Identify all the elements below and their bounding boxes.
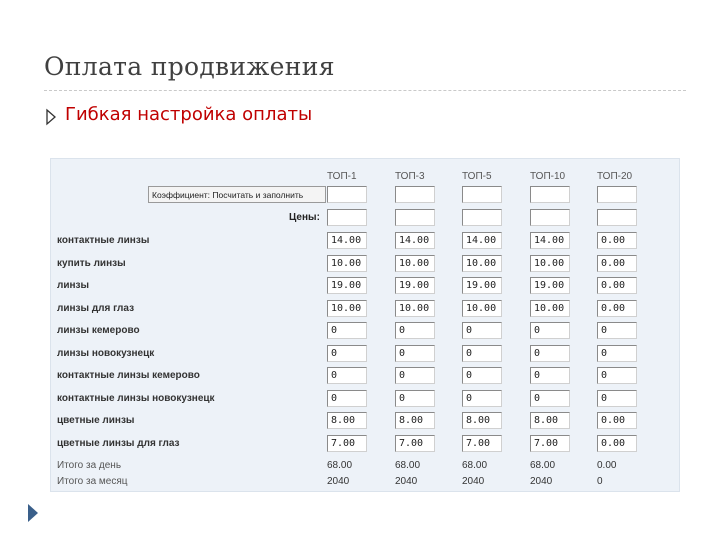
bid-input[interactable]: 0.00 bbox=[597, 412, 637, 429]
koef-input[interactable] bbox=[462, 186, 502, 203]
bid-input[interactable]: 0 bbox=[327, 390, 367, 407]
koef-input[interactable] bbox=[327, 186, 367, 203]
bid-input[interactable]: 7.00 bbox=[327, 435, 367, 452]
total-value: 0.00 bbox=[597, 460, 617, 471]
keyword-label: линзы bbox=[57, 280, 90, 291]
bid-input[interactable]: 0 bbox=[462, 390, 502, 407]
bid-input[interactable]: 0 bbox=[597, 390, 637, 407]
koef-input[interactable] bbox=[597, 186, 637, 203]
bid-input[interactable]: 14.00 bbox=[395, 232, 435, 249]
bid-input[interactable]: 0 bbox=[395, 390, 435, 407]
bid-input[interactable]: 0 bbox=[530, 345, 570, 362]
bid-input[interactable]: 0 bbox=[462, 322, 502, 339]
bid-input[interactable]: 14.00 bbox=[327, 232, 367, 249]
bid-input[interactable]: 0.00 bbox=[597, 277, 637, 294]
corner-arrow-icon bbox=[26, 502, 40, 524]
bid-input[interactable]: 10.00 bbox=[327, 300, 367, 317]
total-label: Итого за день bbox=[57, 460, 122, 471]
bid-input[interactable]: 8.00 bbox=[462, 412, 502, 429]
bid-input[interactable]: 0 bbox=[327, 367, 367, 384]
keyword-label: купить линзы bbox=[57, 257, 126, 269]
payment-settings-form bbox=[50, 158, 680, 492]
koef-input[interactable] bbox=[395, 186, 435, 203]
price-input[interactable] bbox=[462, 209, 502, 226]
bid-input[interactable]: 10.00 bbox=[395, 300, 435, 317]
keyword-label: контактные линзы новокузнецк bbox=[57, 392, 215, 404]
bid-input[interactable]: 0 bbox=[462, 367, 502, 384]
keyword-label: цветные линзы bbox=[57, 415, 135, 426]
price-input[interactable] bbox=[327, 209, 367, 226]
bid-input[interactable]: 10.00 bbox=[395, 255, 435, 272]
total-value: 0 bbox=[597, 476, 603, 487]
total-label: Итого за месяц bbox=[57, 476, 128, 487]
total-value: 68.00 bbox=[530, 460, 556, 471]
bid-input[interactable]: 0 bbox=[395, 322, 435, 339]
total-value: 68.00 bbox=[395, 460, 421, 471]
keyword-label: линзы кемерово bbox=[57, 325, 140, 336]
bid-input[interactable]: 8.00 bbox=[327, 412, 367, 429]
koef-input[interactable] bbox=[530, 186, 570, 203]
title-divider bbox=[44, 90, 686, 91]
price-input[interactable] bbox=[395, 209, 435, 226]
keyword-label: контактные линзы bbox=[57, 235, 150, 246]
bid-input[interactable]: 0.00 bbox=[597, 255, 637, 272]
bid-input[interactable]: 0 bbox=[395, 345, 435, 362]
bid-input[interactable]: 0 bbox=[327, 345, 367, 362]
bid-input[interactable]: 0 bbox=[327, 322, 367, 339]
column-header: ТОП-1 bbox=[327, 171, 357, 182]
keyword-label: контактные линзы кемерово bbox=[57, 370, 200, 381]
bid-input[interactable]: 0 bbox=[462, 345, 502, 362]
bid-input[interactable]: 8.00 bbox=[530, 412, 570, 429]
bid-input[interactable]: 10.00 bbox=[327, 255, 367, 272]
bid-input[interactable]: 10.00 bbox=[462, 300, 502, 317]
total-value: 2040 bbox=[395, 476, 418, 487]
bid-input[interactable]: 7.00 bbox=[530, 435, 570, 452]
bid-input[interactable]: 0 bbox=[395, 367, 435, 384]
keyword-label: цветные линзы для глаз bbox=[57, 437, 180, 449]
total-value: 2040 bbox=[530, 476, 553, 487]
bid-input[interactable]: 0.00 bbox=[597, 435, 637, 452]
bid-input[interactable]: 8.00 bbox=[395, 412, 435, 429]
bullet-text: Гибкая настройка оплаты bbox=[65, 104, 313, 125]
column-header: ТОП-3 bbox=[395, 171, 425, 182]
bid-input[interactable]: 10.00 bbox=[462, 255, 502, 272]
price-input[interactable] bbox=[597, 209, 637, 226]
keyword-label: линзы новокузнецк bbox=[57, 347, 155, 359]
bid-input[interactable]: 0 bbox=[597, 345, 637, 362]
bullet-arrow-icon bbox=[44, 107, 58, 127]
bid-input[interactable]: 10.00 bbox=[530, 300, 570, 317]
bid-input[interactable]: 19.00 bbox=[395, 277, 435, 294]
bid-input[interactable]: 19.00 bbox=[327, 277, 367, 294]
bid-input[interactable]: 7.00 bbox=[395, 435, 435, 452]
total-value: 2040 bbox=[462, 476, 485, 487]
bid-input[interactable]: 14.00 bbox=[462, 232, 502, 249]
total-value: 68.00 bbox=[327, 460, 353, 471]
bid-input[interactable]: 0 bbox=[530, 322, 570, 339]
column-header: ТОП-10 bbox=[530, 171, 566, 182]
bid-input[interactable]: 0 bbox=[530, 367, 570, 384]
prices-label: Цены: bbox=[289, 212, 320, 223]
bid-input[interactable]: 0 bbox=[597, 322, 637, 339]
bid-input[interactable]: 14.00 bbox=[530, 232, 570, 249]
column-header: ТОП-5 bbox=[462, 171, 492, 182]
calculate-fill-button[interactable]: Коэффициент: Посчитать и заполнить bbox=[148, 186, 326, 203]
bid-input[interactable]: 7.00 bbox=[462, 435, 502, 452]
bid-input[interactable]: 19.00 bbox=[462, 277, 502, 294]
total-value: 2040 bbox=[327, 476, 350, 487]
total-value: 68.00 bbox=[462, 460, 488, 471]
price-input[interactable] bbox=[530, 209, 570, 226]
bid-input[interactable]: 0.00 bbox=[597, 232, 637, 249]
bid-input[interactable]: 10.00 bbox=[530, 255, 570, 272]
keyword-label: линзы для глаз bbox=[57, 302, 135, 314]
bid-input[interactable]: 0.00 bbox=[597, 300, 637, 317]
slide-title: Оплата продвижения bbox=[44, 52, 335, 81]
bid-input[interactable]: 19.00 bbox=[530, 277, 570, 294]
bid-input[interactable]: 0 bbox=[597, 367, 637, 384]
bid-input[interactable]: 0 bbox=[530, 390, 570, 407]
column-header: ТОП-20 bbox=[597, 171, 633, 182]
